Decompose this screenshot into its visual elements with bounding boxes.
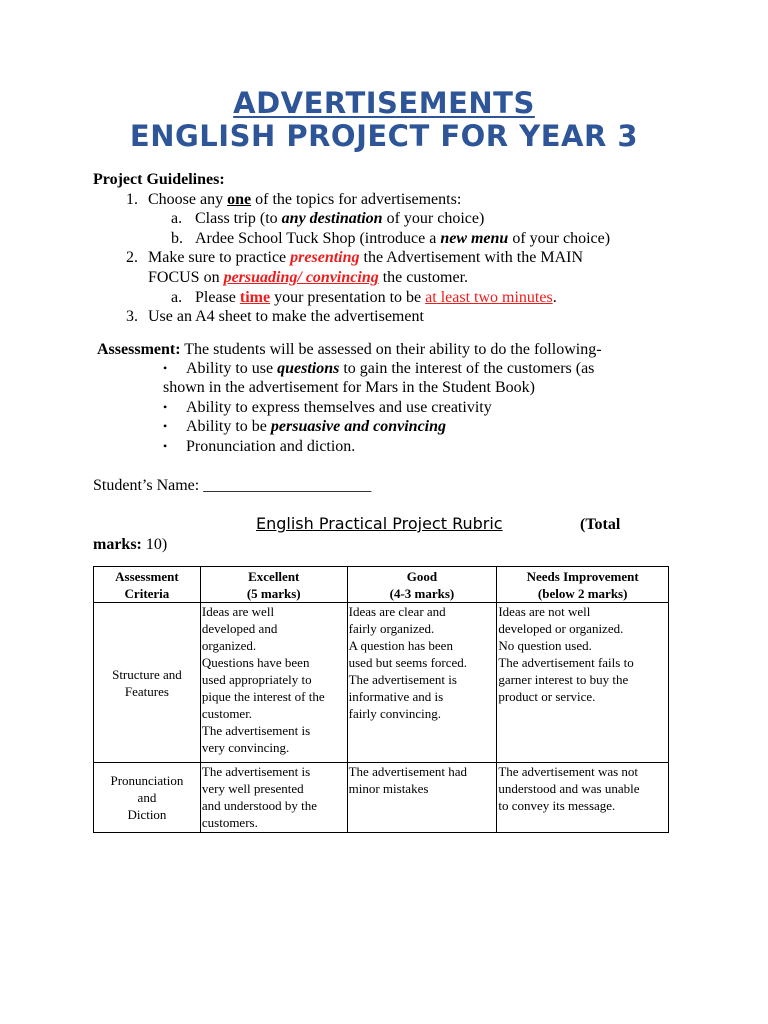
criteria-cell: Structure and Features xyxy=(94,603,201,763)
good-cell: Ideas are clear and fairly organized. A question has been used but seems forced. The advertisement is informative and is fairly convincing. xyxy=(347,603,497,763)
assessment-bullet-1-continued: shown in the advertisement for Mars in the Student Book) xyxy=(163,379,535,396)
guideline-item-1a: Class trip (to any destination of your choice) xyxy=(195,210,485,227)
header-excellent: Excellent (5 marks) xyxy=(200,567,347,603)
document-title: ADVERTISEMENTS xyxy=(233,86,535,120)
table-row xyxy=(94,763,669,833)
needs-improvement-cell: The advertisement was not understood and was unable to convey its message. xyxy=(497,763,669,833)
needs-improvement-cell: Ideas are not well developed or organized. No question used. The advertisement fails to garner interest to buy the product or service. xyxy=(497,603,669,763)
guideline-item-3-number: 3. xyxy=(126,308,138,325)
student-name-field: Student’s Name: _____________________ xyxy=(93,477,372,494)
assessment-bullet-4: Pronunciation and diction. xyxy=(186,438,356,455)
assessment-bullet-2: Ability to express themselves and use creativity xyxy=(186,399,492,416)
assessment-bullet-1: Ability to use questions to gain the interest of the customers (as xyxy=(186,360,595,377)
header-good: Good (4-3 marks) xyxy=(347,567,497,603)
assessment-intro: Assessment: The students will be assessed on their ability to do the following- xyxy=(97,341,602,358)
rubric-total-marks: marks: 10) xyxy=(93,536,168,553)
bullet-icon: • xyxy=(163,439,168,453)
rubric-header-row xyxy=(94,567,669,603)
guideline-item-2-number: 2. xyxy=(126,249,138,266)
table-row xyxy=(94,603,669,763)
guideline-item-1b-number: b. xyxy=(171,230,183,247)
guideline-item-1-number: 1. xyxy=(126,191,138,208)
header-needs-improvement: Needs Improvement (below 2 marks) xyxy=(497,567,669,603)
guideline-item-1b: Ardee School Tuck Shop (introduce a new menu of your choice) xyxy=(195,230,611,247)
guideline-item-3: Use an A4 sheet to make the advertisement xyxy=(148,308,424,325)
guidelines-heading: Project Guidelines: xyxy=(93,171,225,188)
good-cell: The advertisement had minor mistakes xyxy=(347,763,497,833)
guideline-item-2: Make sure to practice presenting the Advertisement with the MAIN xyxy=(148,249,584,266)
header-assessment-criteria: Assessment Criteria xyxy=(94,567,201,603)
excellent-cell: Ideas are well developed and organized. Questions have been used appropriately to pique the interest of the customer. The advertisement is very convincing. xyxy=(200,603,347,763)
guideline-item-1: Choose any one of the topics for advertisements: xyxy=(148,191,462,208)
excellent-cell: The advertisement is very well presented and understood by the customers. xyxy=(200,763,347,833)
assessment-bullet-3: Ability to be persuasive and convincing xyxy=(186,418,447,435)
bullet-icon: • xyxy=(163,400,168,414)
guideline-item-2a-number: a. xyxy=(171,289,183,306)
rubric-title: English Practical Project Rubric xyxy=(256,514,503,533)
criteria-cell: Pronunciation and Diction xyxy=(94,763,201,833)
rubric-table xyxy=(93,566,669,833)
bullet-icon: • xyxy=(163,361,168,375)
rubric-total-label: (Total xyxy=(580,516,621,533)
bullet-icon: • xyxy=(163,419,168,433)
guideline-item-2a: Please time your presentation to be at least two minutes. xyxy=(195,289,557,306)
document-subtitle: ENGLISH PROJECT FOR YEAR 3 xyxy=(129,119,639,153)
guideline-item-1a-number: a. xyxy=(171,210,183,227)
guideline-item-2-continued: FOCUS on persuading/ convincing the customer. xyxy=(148,269,469,286)
